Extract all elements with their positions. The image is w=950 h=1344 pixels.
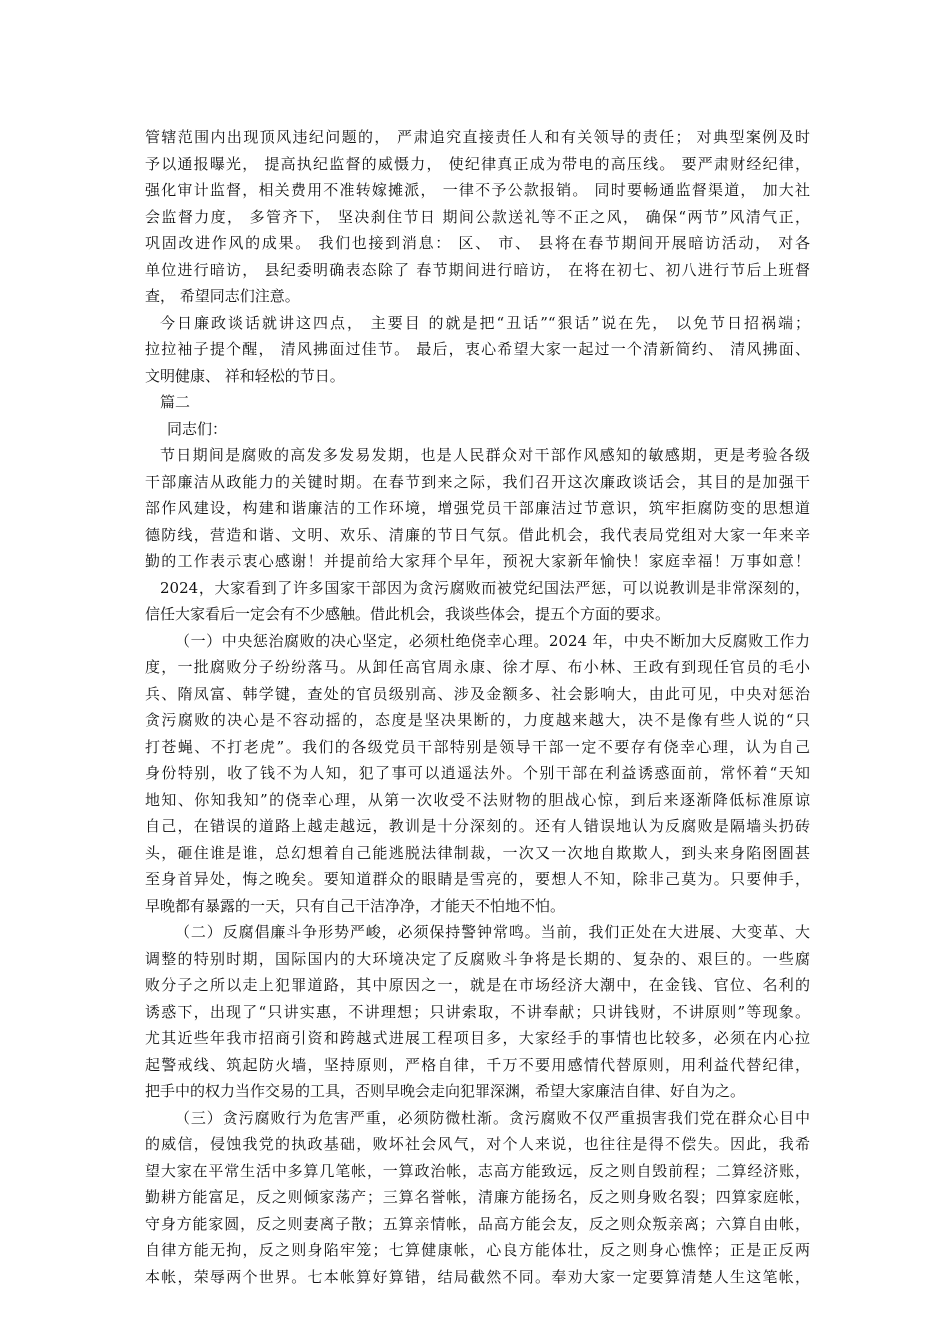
text-line: 望大家在平常生活中多算几笔帐，一算政治帐，志高方能致远，反之则自毁前程；二算经济账，: [145, 1161, 810, 1180]
text-line: 调整的特别时期，国际国内的大环境决定了反腐败斗争将是长期的、复杂的、艰巨的。一些腐: [145, 949, 810, 968]
text-line: 早晚都有暴露的一天，只有自己干洁净净，才能天不怕地不怕。: [145, 896, 566, 915]
text-line: 打苍蝇、不打老虎”。我们的各级党员干部特别是领导干部一定不要存有侥幸心理，认为自己: [145, 737, 810, 756]
text-line: 今日廉政谈话就讲这四点， 主要目 的就是把“丑话”“狠话”说在先， 以免节日招祸端；: [160, 313, 810, 332]
text-line: 2024，大家看到了许多国家干部因为贪污腐败而被党纪国法严惩，可以说教训是非常深刻的，: [160, 578, 810, 597]
text-line: （一）中央惩治腐败的决心坚定，必须杜绝侥幸心理。2024 年，中央不断加大反腐败工作力: [175, 631, 810, 650]
text-line: 本帐，荣辱两个世界。七本帐算好算错，结局截然不同。奉劝大家一定要算清楚人生这笔帐，: [145, 1267, 810, 1286]
text-line: 把手中的权力当作交易的工具，否则早晚会走向犯罪深渊，希望大家廉洁自律、好自为之。: [145, 1082, 746, 1100]
text-line: 诱惑下，出现了“只讲实惠，不讲理想；只讲索取，不讲奉献；只讲钱财，不讲原则”等现象。: [145, 1002, 810, 1021]
text-line: 同志们：: [167, 419, 228, 438]
text-line: 勤的工作表示衷心感谢！并提前给大家拜个早年，预祝大家新年愉快！家庭幸福！万事如意！: [145, 552, 810, 570]
text-line: 篇二: [160, 393, 191, 411]
text-line: 勤耕方能富足，反之则倾家荡产；三算名誉帐，清廉方能扬名，反之则身败名裂；四算家庭帐，: [145, 1188, 810, 1206]
text-line: 信任大家看后一定会有不少感触。借此机会，我谈些体会，提五个方面的要求。: [145, 605, 671, 623]
text-line: 守身方能家圆，反之则妻离子散；五算亲情帐，品高方能会友，反之则众叛亲离；六算自由帐，: [145, 1214, 810, 1233]
text-line: （三）贪污腐败行为危害严重，必须防微杜渐。贪污腐败不仅严重损害我们党在群众心目中: [175, 1108, 810, 1127]
text-line: 至身首异处，悔之晚矣。要知道群众的眼睛是雪亮的，要想人不知，除非己莫为。只要伸手，: [145, 870, 810, 888]
text-line: （二）反腐倡廉斗争形势严峻，必须保持警钟常鸣。当前，我们正处在大进展、大变革、大: [175, 923, 810, 941]
text-line: 自己，在错误的道路上越走越远，教训是十分深刻的。还有人错误地认为反腐败是隔墙头扔砖: [145, 817, 810, 835]
text-line: 查， 希望同志们注意。: [145, 287, 300, 305]
text-line: 会监督力度， 多管齐下， 坚决刹住节日 期间公款送礼等不正之风， 确保“两节”风清气正，: [145, 207, 810, 226]
text-line: 文明健康、 祥和轻松的节日。: [145, 366, 345, 385]
text-line: 管辖范围内出现顶风违纪问题的， 严肃追究直接责任人和有关领导的责任； 对典型案例及时: [145, 128, 810, 146]
text-line: 强化审计监督，相关费用不准转嫁摊派， 一律不予公款报销。 同时要畅通监督渠道， 加大社: [145, 181, 810, 199]
text-line: 拉拉袖子提个醒， 清风拂面过佳节。 最后，衷心希望大家一起过一个清新简约、 清风拂面、: [145, 340, 810, 358]
text-line: 身份特别，收了钱不为人知，犯了事可以逍遥法外。个别干部在利益诱惑面前，常怀着“天知: [145, 764, 810, 782]
text-line: 单位进行暗访， 县纪委明确表态除了 春节期间进行暗访， 在将在初七、初八进行节后上班督: [145, 260, 810, 279]
text-line: 节日期间是腐败的高发多发易发期，也是人民群众对干部作风感知的敏感期，更是考验各级: [160, 446, 810, 464]
text-line: 德防线，营造和谐、文明、欢乐、清廉的节日气氛。借此机会，我代表局党组对大家一年来辛: [145, 525, 810, 544]
text-line: 尤其近些年我市招商引资和跨越式进展工程项目多，大家经手的事情也比较多，必须在内心拉: [145, 1029, 810, 1047]
document-body: [145, 124, 810, 1290]
text-line: 部作风建设，构建和谐廉洁的工作环境，增强党员干部廉洁过节意识，筑牢拒腐防变的思想道: [145, 499, 810, 517]
text-line: 干部廉洁从政能力的关键时期。在春节到来之际，我们召开这次廉政谈话会，其目的是加强干: [145, 472, 810, 491]
text-line: 巩固改进作风的成果。 我们也接到消息： 区、 市、 县将在春节期间开展暗访活动， 对各: [145, 234, 810, 252]
text-line: 度，一批腐败分子纷纷落马。从卸任高官周永康、徐才厚、布小林、王政有到现任官员的毛小: [145, 658, 810, 676]
text-line: 自律方能无拘，反之则身陷牢笼；七算健康帐，心良方能体壮，反之则身心憔悴；正是正反两: [145, 1241, 810, 1259]
text-line: 贪污腐败的决心是不容动摇的，态度是坚决果断的，力度越来越大，决不是像有些人说的“只: [145, 711, 810, 729]
text-line: 兵、隋凤富、韩学键，查处的官员级别高、涉及金额多、社会影响大，由此可见，中央对惩治: [145, 684, 810, 703]
text-line: 头，砸住谁是谁，总幻想着自己能逃脱法律制裁，一次又一次地自欺欺人，到头来身陷囹圄甚: [145, 843, 810, 862]
text-line: 的威信，侵蚀我党的执政基础，败坏社会风气，对个人来说，也往往是得不偿失。因此，我希: [145, 1135, 810, 1153]
text-line: 予以通报曝光， 提高执纪监督的威慑力， 使纪律真正成为带电的高压线。 要严肃财经纪律，: [145, 154, 810, 173]
text-line: 败分子之所以走上犯罪道路，其中原因之一，就是在市场经济大潮中，在金钱、官位、名利的: [145, 976, 810, 994]
text-line: 地知、你知我知”的侥幸心理，从第一次收受不法财物的胆战心惊，到后来逐渐降低标准原谅: [145, 790, 810, 809]
text-line: 起警戒线、筑起防火墙，坚持原则，严格自律，千万不要用感情代替原则，用利益代替纪律，: [145, 1055, 810, 1074]
